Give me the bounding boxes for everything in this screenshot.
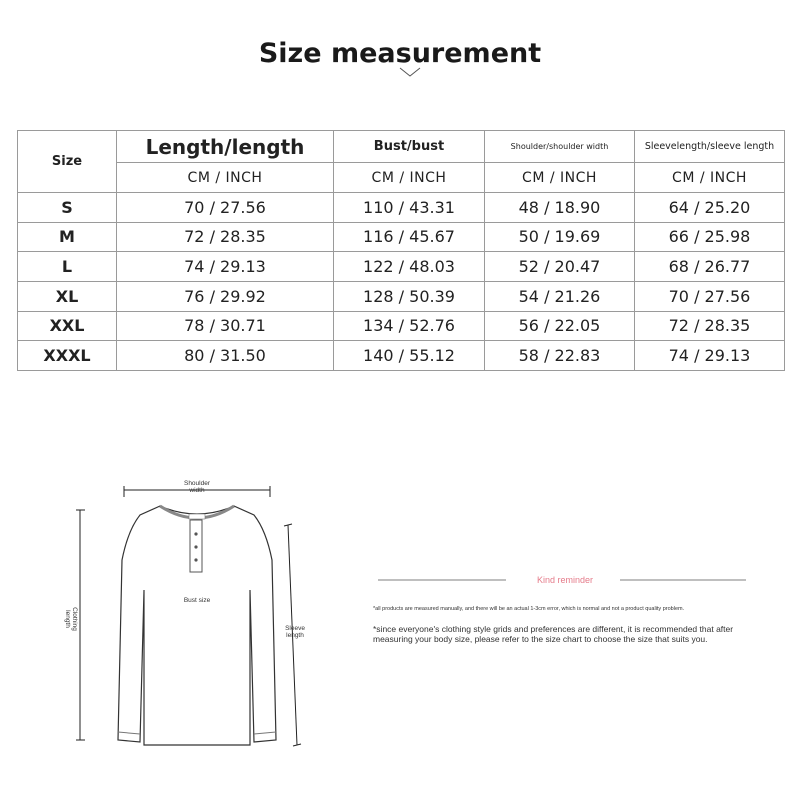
- sleeve-cell: 64 / 25.20: [635, 193, 785, 223]
- length-label: Clothing length: [64, 607, 78, 631]
- table-row: [18, 222, 785, 252]
- header-size: Size: [18, 131, 117, 193]
- sleeve-cell: 66 / 25.98: [635, 222, 785, 252]
- unit-label: CM / INCH: [334, 163, 485, 193]
- bust-cell: 134 / 52.76: [334, 311, 485, 341]
- table-row: [18, 311, 785, 341]
- size-chart-table: [17, 130, 785, 371]
- table-row: [18, 281, 785, 311]
- sleeve-cell: 74 / 29.13: [635, 341, 785, 371]
- size-cell: XXL: [18, 311, 117, 341]
- bust-cell: 128 / 50.39: [334, 281, 485, 311]
- shoulder-cell: 58 / 22.83: [485, 341, 635, 371]
- length-cell: 72 / 28.35: [117, 222, 334, 252]
- size-cell: S: [18, 193, 117, 223]
- reminder-title: Kind reminder: [536, 575, 594, 585]
- reminder-note-sizing: *since everyone's clothing style grids and preferences are different, it is recommended that after measuring your body size, please refer to the size chart to choose the size that suits you.: [373, 624, 734, 644]
- size-cell: L: [18, 252, 117, 282]
- shoulder-label: Shoulder width: [183, 480, 211, 494]
- bust-cell: 116 / 45.67: [334, 222, 485, 252]
- table-row: [18, 341, 785, 371]
- sleeve-cell: 72 / 28.35: [635, 311, 785, 341]
- length-cell: 74 / 29.13: [117, 252, 334, 282]
- table-unit-row: [18, 163, 785, 193]
- unit-label: CM / INCH: [117, 163, 334, 193]
- length-cell: 78 / 30.71: [117, 311, 334, 341]
- size-cell: M: [18, 222, 117, 252]
- unit-label: CM / INCH: [635, 163, 785, 193]
- chevron-down-icon: [398, 66, 422, 78]
- sleeve-label: Sleeve length: [285, 625, 305, 639]
- sleeve-cell: 70 / 27.56: [635, 281, 785, 311]
- shirt-outline-icon: [60, 470, 320, 770]
- bust-label: Bust size: [183, 597, 211, 604]
- header-bust: Bust/bust: [334, 131, 485, 163]
- length-cell: 70 / 27.56: [117, 193, 334, 223]
- reminder-note-error: *all products are measured manually, and there will be an actual 1-3cm error, which is normal and not a product quality problem.: [373, 606, 685, 612]
- shoulder-cell: 56 / 22.05: [485, 311, 635, 341]
- length-cell: 80 / 31.50: [117, 341, 334, 371]
- size-cell: XXXL: [18, 341, 117, 371]
- bust-cell: 140 / 55.12: [334, 341, 485, 371]
- bust-cell: 110 / 43.31: [334, 193, 485, 223]
- length-cell: 76 / 29.92: [117, 281, 334, 311]
- table-row: [18, 193, 785, 223]
- table-header-row: [18, 131, 785, 163]
- shoulder-cell: 54 / 21.26: [485, 281, 635, 311]
- page-title: Size measurement: [258, 38, 542, 69]
- table-row: [18, 252, 785, 282]
- shirt-measurement-diagram: [60, 470, 320, 770]
- size-cell: XL: [18, 281, 117, 311]
- shoulder-cell: 52 / 20.47: [485, 252, 635, 282]
- header-sleeve: Sleevelength/sleeve length: [635, 131, 785, 163]
- shoulder-cell: 50 / 19.69: [485, 222, 635, 252]
- header-length: Length/length: [117, 131, 334, 163]
- bust-cell: 122 / 48.03: [334, 252, 485, 282]
- shoulder-cell: 48 / 18.90: [485, 193, 635, 223]
- header-shoulder: Shoulder/shoulder width: [485, 131, 635, 163]
- unit-label: CM / INCH: [485, 163, 635, 193]
- sleeve-cell: 68 / 26.77: [635, 252, 785, 282]
